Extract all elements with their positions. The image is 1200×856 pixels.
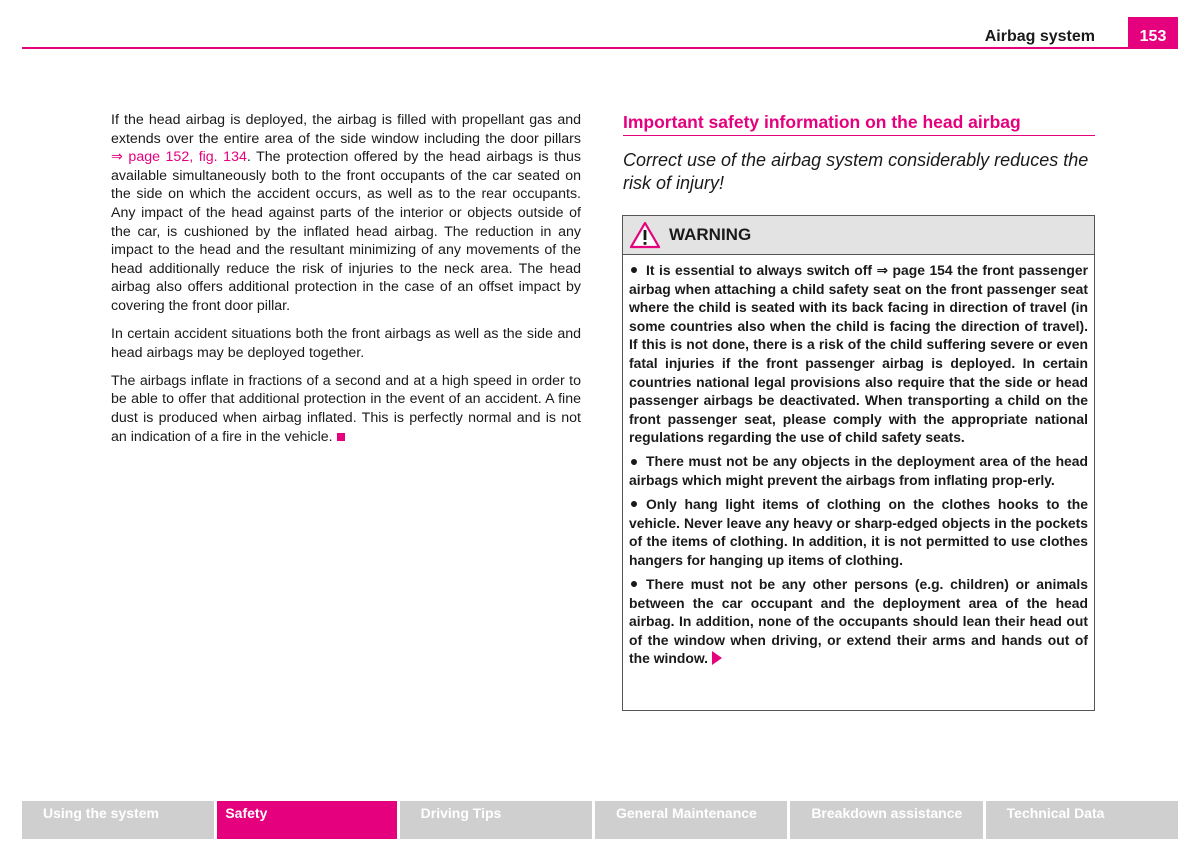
bullet-icon	[631, 581, 637, 587]
paragraph-head-airbag-deploy: If the head airbag is deployed, the airbag is filled with propellant gas and extends over the entire area of the side window including the door pillars ⇒ page 152, fig. 134. The protection offered by the head airbags is thus available simultaneously both to the front occupants of the car seated on the side on which the accident occurs, as well as to the rear occupants. Any impact of the head against parts of the interior or objects outside of the car, is cushioned by the inflated head airbag. The reduction in any impact to the head and the resultant minimizing of any movements of the head additionally reduce the risk of injuries to the neck area. The head airbag also offers additional protection in the case of an offset impact by covering the front door pillar.	[111, 112, 581, 314]
warning-header	[623, 216, 1094, 255]
bullet-icon	[631, 267, 637, 273]
right-column	[623, 111, 1095, 195]
header-title: Airbag system	[984, 28, 1095, 45]
warning-body	[623, 255, 1094, 668]
warning-item: There must not be any other persons (e.g. children) or animals between the car occupant and the deployment area of the head airbag. In addition, none of the occupants should lean their head out of the window when driving, or extend their arms and hands out of the window.	[629, 576, 1088, 667]
paragraph-accident-situations: In certain accident situations both the front airbags as well as the side and head airbags may be deployed together.	[111, 326, 581, 361]
nav-tab-technical-data[interactable]: Technical Data	[986, 801, 1178, 839]
nav-tab-safety[interactable]: Safety	[217, 801, 396, 839]
left-column	[111, 111, 581, 456]
nav-tab-using-the-system[interactable]: Using the system	[22, 801, 214, 839]
bullet-icon	[631, 459, 637, 465]
header-divider	[22, 47, 1178, 49]
continue-arrow-icon	[712, 651, 722, 665]
page-number: 153	[1128, 17, 1178, 49]
end-mark-icon	[337, 433, 345, 441]
warning-box	[622, 215, 1095, 711]
section-title: Important safety information on the head airbag	[623, 111, 1095, 136]
section-intro: Correct use of the airbag system considerably reduces the risk of injury!	[623, 150, 1089, 193]
bullet-icon	[631, 501, 637, 507]
page-reference-link[interactable]: ⇒ page 152, fig. 134	[111, 149, 247, 166]
warning-item: Only hang light items of clothing on the clothes hooks to the vehicle. Never leave any heavy or sharp-edged objects in the pockets of the items of clothing. In addition, it is not permitted to use clothes hangers for hanging up items of clothing.	[629, 496, 1088, 568]
paragraph-airbag-inflation: The airbags inflate in fractions of a second and at a high speed in order to be able to offer that additional protection in the event of an accident. A fine dust is produced when airbag inflated. This is perfectly normal and is not an indication of a fire in the vehicle.	[111, 372, 581, 445]
warning-label: WARNING	[669, 225, 752, 244]
nav-tab-breakdown-assistance[interactable]: Breakdown assistance	[790, 801, 982, 839]
nav-tab-driving-tips[interactable]: Driving Tips	[400, 801, 592, 839]
warning-item: There must not be any objects in the deployment area of the head airbags which might prevent the airbags from inflating prop-erly.	[629, 453, 1088, 489]
warning-triangle-icon	[629, 221, 661, 249]
nav-tab-general-maintenance[interactable]: General Maintenance	[595, 801, 787, 839]
warning-item: It is essential to always switch off ⇒ page 154 the front passenger airbag when attaching a child safety seat on the front passenger seat where the child is seated with its back facing in direction of travel (in some countries also when the child is facing the direction of travel). If this is not done, there is a risk of the child suffering severe or even fatal injuries if the front passenger airbag is deployed. In certain countries national legal provisions also require that the side or head passenger airbags be deactivated. When transporting a child on the front passenger seat, please comply with the appropriate national regulations regarding the use of child safety seats.	[629, 262, 1088, 446]
footer-nav	[22, 801, 1178, 839]
